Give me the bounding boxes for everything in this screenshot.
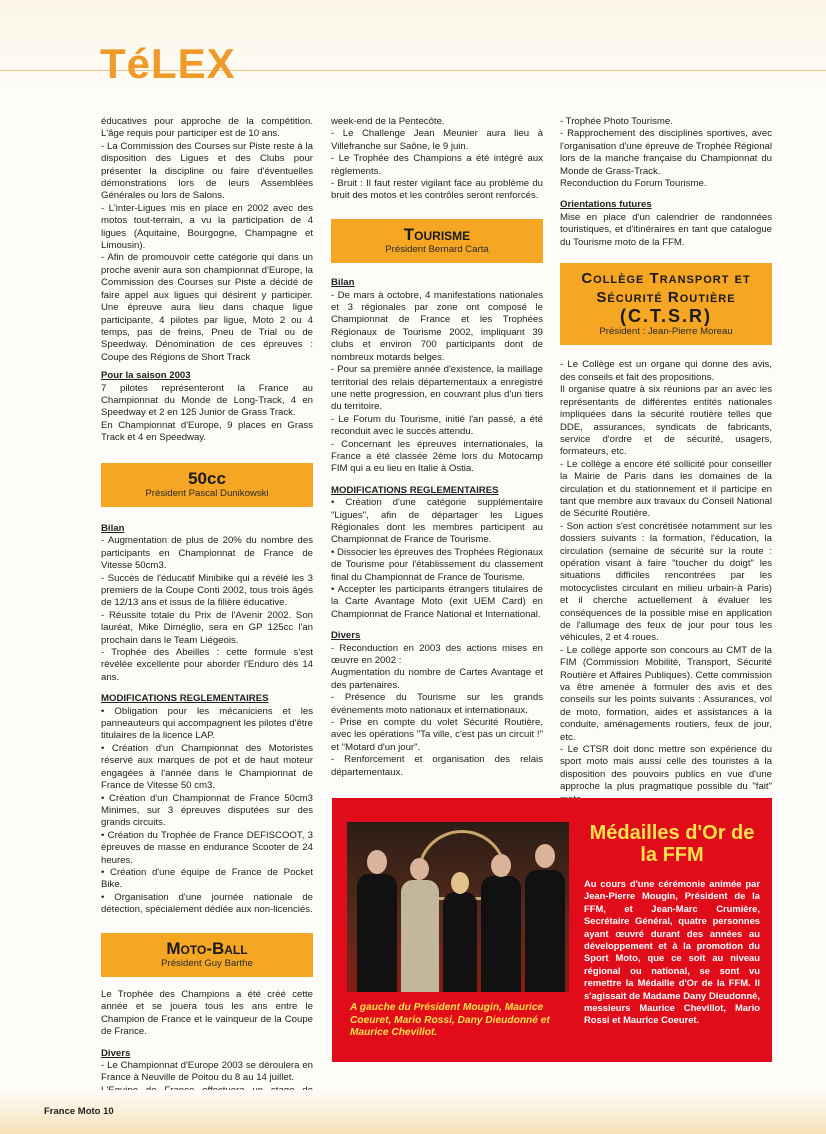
section-title: Tourisme: [403, 224, 471, 244]
column-2: [331, 116, 543, 779]
paragraph: - Renforcement et organisation des relais départementaux.: [331, 754, 543, 778]
paragraph: - Le Challenge Jean Meunier aura lieu à Villefranche sur Saône, le 9 juin.: [331, 128, 543, 152]
medals-box: [332, 798, 772, 1062]
paragraph: • Création d'une équipe de France de Pocket Bike.: [101, 866, 313, 891]
section-title: Moto-Ball: [166, 938, 248, 958]
paragraph: • Obligation pour les mécaniciens et les panneauteurs qui accompagnent les pilotes d'être titulaires de la licence LAP.: [101, 705, 313, 742]
section-box-moto-ball: [101, 933, 313, 977]
paragraph: - Afin de promouvoir cette catégorie qui dans un proche avenir aura son championnat d'Europe, la Commission des Courses sur Piste a décidé de faire appel aux ligues qui désirent y participer. Une épreuve aura lieu dans chaque ligue participante, 4 pilotes par ligue, Moto 2 ou 4 temps, pas de freins, Pneu de Trial ou de Speedway. Dénomination de ces épreuves : Coupe des Régions de Short Track: [101, 252, 313, 363]
subheading: Divers: [101, 1047, 131, 1059]
paragraph: En Championnat d'Europe, 9 places en Grass Track et 4 en Speedway.: [101, 419, 313, 444]
paragraph: - Le Trophée des Champions a été intégré aux règlements.: [331, 153, 543, 177]
section-president: Président Guy Barthe: [161, 957, 253, 969]
paragraph: • Création du Trophée de France DEFISCOOT, 3 épreuves de masse en endurance Scooter de 24 heures.: [101, 829, 313, 866]
photo-caption: A gauche du Président Mougin, Maurice Coeuret, Mario Rossi, Dany Dieudonné et Maurice Chevillot.: [350, 1002, 550, 1039]
paragraph: 7 pilotes représenteront la France au Championnat du Monde de Long-Track, 4 en Speedway et 2 en 125 Junior de Grass Track.: [101, 382, 313, 419]
section-president: Président : Jean-Pierre Moreau: [599, 326, 733, 338]
paragraph: - Pour sa première année d'existence, la maillage territorial des relais départementaux a enregistré une nette progression, en couvrant plus d'un tiers du territoire.: [331, 364, 543, 413]
person-figure: [443, 892, 477, 992]
paragraph: • Dissocier les épreuves des Trophées Régionaux de Tourisme pour l'établissement du classement final du Championnat de France de Tourisme.: [331, 546, 543, 583]
subheading: MODIFICATIONS REGLEMENTAIRES: [331, 484, 499, 496]
subheading: Orientations futures: [560, 199, 652, 211]
paragraph: Augmentation du nombre de Cartes Avantage et des partenaires.: [331, 667, 543, 691]
paragraph: Mise en place d'un calendrier de randonnées touristiques, et d'itinéraires en tant que catalogue du Tourisme moto de la FFM.: [560, 211, 772, 248]
column-3: [560, 116, 772, 806]
paragraph: - Le Championnat d'Europe 2003 se déroulera en France à Neuville de Poitou du 8 au 14 juillet.: [101, 1060, 313, 1084]
section-box-50cc: [101, 463, 313, 507]
paragraph: - Prise en compte du volet Sécurité Routière, avec les opérations "Ta ville, c'est pas un circuit !" et "Motard d'un jour".: [331, 717, 543, 753]
person-head: [451, 872, 469, 894]
page-footer: France Moto 10: [44, 1106, 114, 1117]
paragraph: - Le collège apporte son concours au CMT de la FIM (Commission Mobilité, Transport, Sécurité Routière et Affaires Publiques). Cette commission va être amenée à formuler des avis et des conseils sur les points suivants : Assurances, vol de moto, formation, aides et assistances à la conduite, aménagements routiers, feux de jour, etc.: [560, 644, 772, 743]
ceremony-photo: [347, 822, 569, 992]
paragraph: - Rapprochement des disciplines sportives, avec l'organisation d'une épreuve de Trophée Régional lors de la manche française du Championnat du Monde de Grass-Track.: [560, 128, 772, 177]
person-figure: [525, 870, 565, 992]
paragraph: week-end de la Pentecôte.: [331, 116, 445, 127]
paragraph: - Reconduction en 2003 des actions mises en œuvre en 2002 :: [331, 642, 543, 667]
subheading: Pour la saison 2003: [101, 370, 191, 382]
paragraph: Reconduction du Forum Tourisme.: [560, 178, 707, 190]
paragraph: - Trophée Photo Tourisme.: [560, 116, 673, 127]
paragraph: éducatives pour approche de la compétition. L'âge requis pour participer est de 10 ans.: [101, 116, 313, 140]
section-title: 50cc: [188, 468, 226, 488]
section-president: Président Pascal Dunikowski: [145, 487, 269, 499]
person-head: [535, 844, 555, 868]
person-head: [491, 854, 511, 877]
paragraph: • Création d'un Championnat des Motoristes réservé aux marques de pot et de haut moteur engagées à l'année dans le Championnat de France de Vitesse 50 cm3.: [101, 742, 313, 792]
paragraph: - Le CTSR doit donc mettre son expérience du sport moto mais aussi celle des touristes à la disposition des pouvoirs publics en vue d'une approche la plus pragmatique possible du "fait": [560, 744, 772, 793]
subheading: MODIFICATIONS REGLEMENTAIRES: [101, 693, 269, 705]
person-head: [410, 858, 429, 880]
paragraph: - Son action s'est concrétisée notamment sur les dossiers suivants : la formation, l'éducation, la circulation (semaine de sécurité sur la route : opération visant à faire "toucher du doigt" les situations difficiles rencontrées par les motocyclistes circulant en milieu urbain-à Paris) et il cherche actuellement à évaluer les conséquences de la possible mise en application de l'allumage des feux de jour pour tous les véhicules, 2 et 4 roues.: [560, 520, 772, 644]
section-box-tourisme: [331, 219, 543, 263]
paragraph: - Le collège a encore été sollicité pour conseiller la Mairie de Paris dans les domaines de la circulation et du stationnement et il participe en tant que membre aux travaux du Conseil National de Sécurité Routière.: [560, 458, 772, 520]
person-figure: [481, 876, 521, 992]
section-box-ctsr: [560, 263, 772, 345]
paragraph: Il organise quatre à six réunions par an avec les représentants de différentes entités nationales impliquées dans la sécurité routière telles que DDE, assurances, syndicats de fabricants, service d'ordre et de sécurité, usagers, formateurs, etc.: [560, 384, 772, 458]
medals-text: Au cours d'une cérémonie animée par Jean-Pierre Mougin, Président de la FFM, et Jean-Marc Crumière, Secrétaire Général, quatre personnes ayant œuvré durant des années au développement et à la promotion du Sport Moto, que ce soit au niveau régional ou national, se sont vu remettre la Médaille d'Or de la FFM. Il s'agissait de Madame Dany Dieudonné, messieurs Maurice Chevillot, Mario Rossi et Maurice Coeuret.: [584, 878, 760, 1026]
paragraph: - Concernant les épreuves internationales, la France a été classée 2ème lors du Motocamp FIM qui a eu lieu en Italie à Ostia.: [331, 438, 543, 475]
paragraph: - Le Collège est un organe qui donne des avis, des conseils et fait des propositions.: [560, 359, 772, 383]
paragraph: - Présence du Tourisme sur les grands événements moto nationaux et internationaux.: [331, 692, 543, 716]
section-president: Président Bernard Carta: [385, 243, 489, 255]
footer-band: [0, 1090, 826, 1134]
paragraph: Le Trophée des Champions a été créé cette année et se jouera tous les ans entre le Champion de France et le vainqueur de la Coupe de France.: [101, 988, 313, 1038]
subheading: Divers: [331, 630, 361, 642]
medals-title: Médailles d'Or de la FFM: [589, 822, 755, 866]
paragraph: • Organisation d'une journée nationale de détection, spécialement dédiée aux non-licenciés.: [101, 891, 313, 916]
column-1: [101, 116, 313, 1110]
paragraph: - Trophée des Abeilles : cette formule s'est révélée excellente pour aborder l'Enduro dès 14 ans.: [101, 647, 313, 683]
person-head: [367, 850, 387, 874]
subheading: Bilan: [331, 277, 355, 289]
paragraph: - L'inter-Ligues mis en place en 2002 avec des motos tout-terrain, a vu la participation de 4 ligues (Aquitaine, Bourgogne, Champagne et Limousin).: [101, 202, 313, 252]
section-title-line2: Sécurité Routière: [596, 289, 736, 307]
person-figure: [401, 880, 439, 992]
paragraph: - Succès de l'éducatif Minibike qui a révélé les 3 premiers de la Coupe Conti 2002, tous trois âgés de 12/13 ans et issus de la filière éducative.: [101, 572, 313, 609]
section-title-line3: (C.T.S.R): [620, 306, 712, 327]
person-figure: [357, 874, 397, 992]
paragraph: - Bruit : Il faut rester vigilant face au problème du bruit des motos et les contrôles seront renforcés.: [331, 178, 543, 202]
paragraph: - Augmentation de plus de 20% du nombre des participants en Championnat de France de Vitesse 50cm3.: [101, 535, 313, 572]
subheading: Bilan: [101, 522, 125, 534]
paragraph: • Accepter les participants étrangers titulaires de la Carte Avantage Moto (exit UEM Card) en Championnat de France National et International.: [331, 584, 543, 620]
paragraph: - De mars à octobre, 4 manifestations nationales et 3 régionales par zone ont composé le Championnat de France et les Trophées Régionaux de Tourisme 2002, impliquant 39 clubs et environ 700 participants dont de nombreux motards belges.: [331, 289, 543, 363]
paragraph: - La Commission des Courses sur Piste reste à la disposition des Ligues et des Clubs pour présenter la discipline ou faire d'éventuelles démonstrations lors de leurs Assemblées Générales ou lors de Salons.: [101, 140, 313, 202]
paragraph: - Le Forum du Tourisme, initié l'an passé, a été reconduit avec le succès attendu.: [331, 413, 543, 438]
paragraph: - Réussite totale du Prix de l'Avenir 2002. Son lauréat, Mike Diméglio, sera en GP 125cc l'an prochain dans le Team Liégeois.: [101, 609, 313, 646]
section-title-line1: Collège Transport et: [581, 270, 751, 288]
paragraph: • Création d'une catégorie supplémentaire "Ligues", afin de départager les Ligues Régionales dont les membres participent au Championnat de France de Tourisme.: [331, 497, 543, 546]
telex-logo: TéLEX: [100, 40, 236, 87]
paragraph: • Création d'un Championnat de France 50cm3 Minimes, sur 3 épreuves disputées sur des grands circuits.: [101, 792, 313, 829]
